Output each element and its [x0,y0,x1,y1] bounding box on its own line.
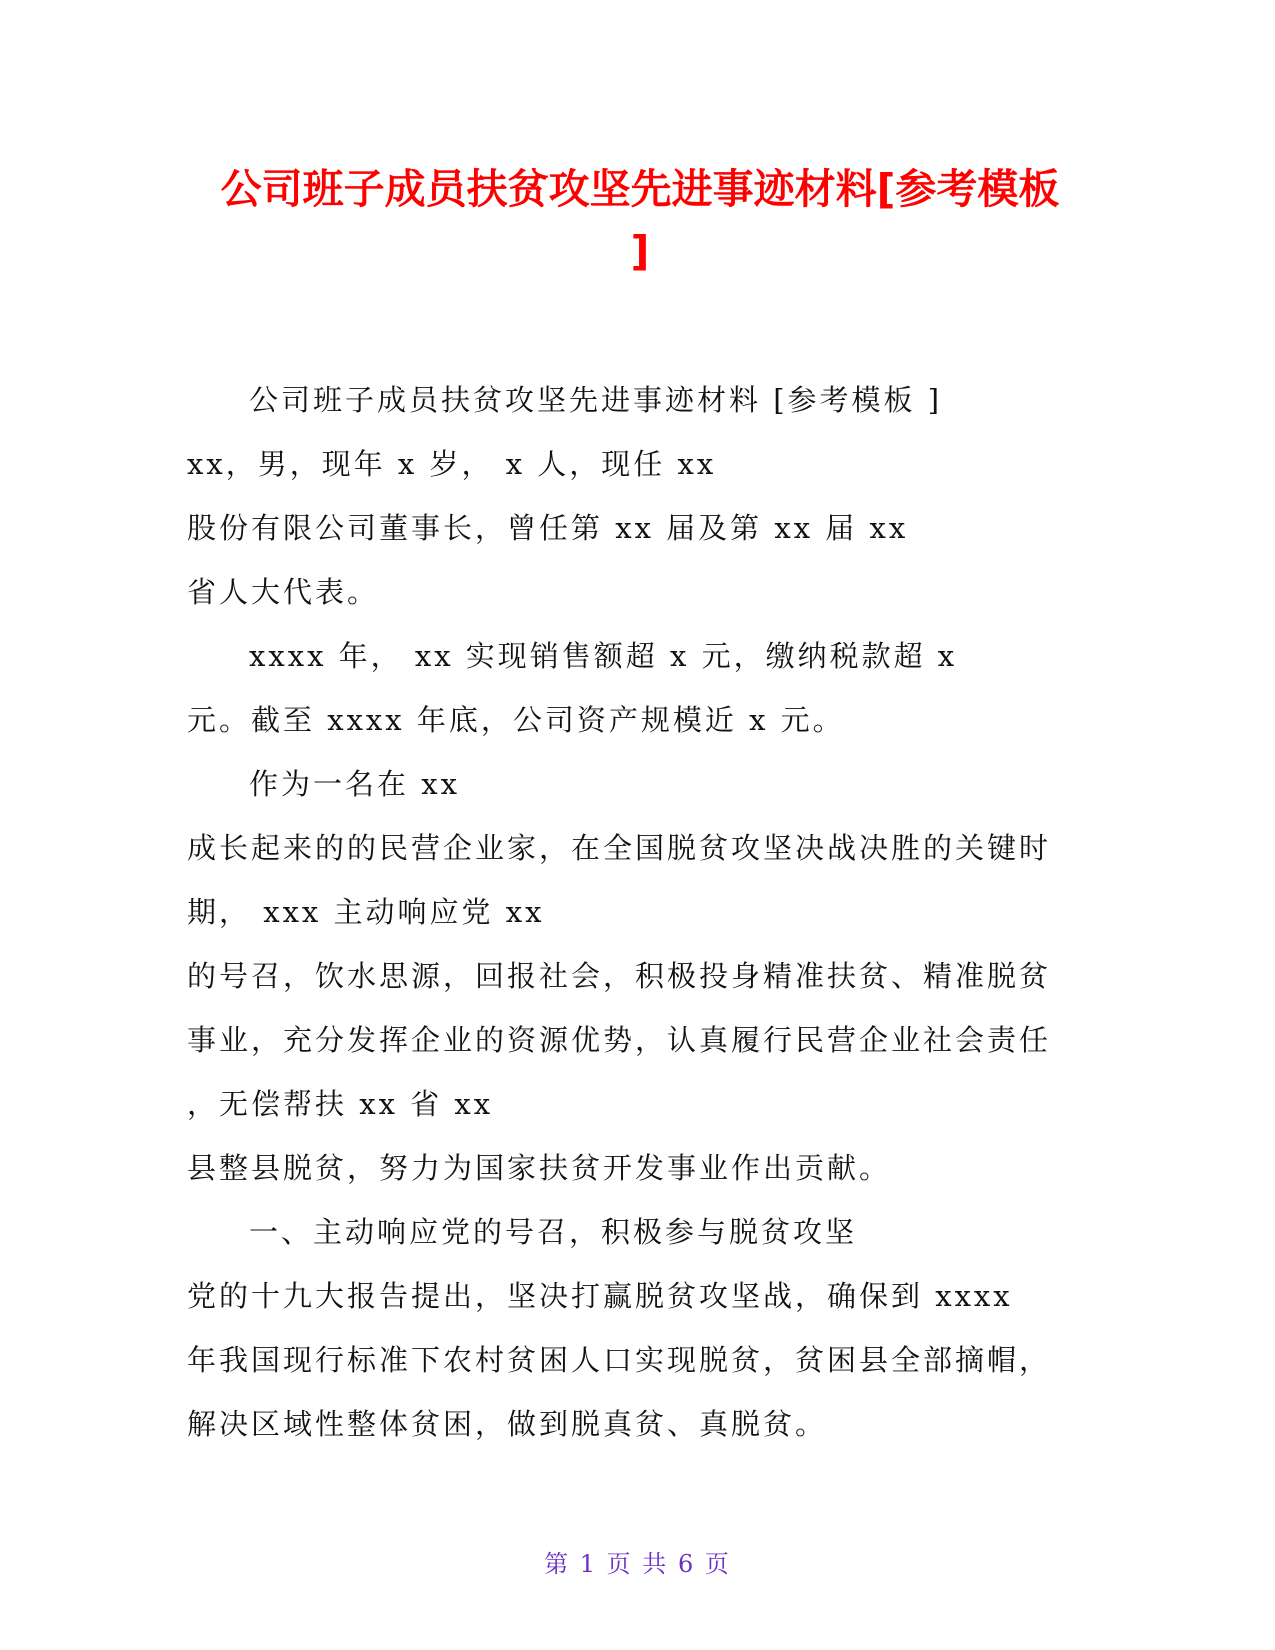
section-heading: 一、主动响应党的号召，积极参与脱贫攻坚 [249,1215,858,1249]
body-line: 期， xxx 主动响应党 xx [187,895,545,929]
page-number-footer: 第 1 页 共 6 页 [544,1550,731,1578]
body-line: 作为一名在 xx [249,767,460,801]
body-line: xx，男，现年 x 岁， x 人，现任 xx [187,447,717,481]
body-line: 元。截至 xxxx 年底，公司资产规模近 x 元。 [187,703,845,737]
body-line: 股份有限公司董事长，曾任第 xx 届及第 xx 届 xx [187,511,909,545]
body-line: 年我国现行标准下农村贫困人口实现脱贫，贫困县全部摘帽， [187,1343,1052,1377]
body-line: 解决区域性整体贫困，做到脱真贫、真脱贫。 [187,1407,828,1441]
body-line: 公司班子成员扶贫攻坚先进事迹材料 [参考模板 ] [249,383,943,417]
document-title [180,158,1100,282]
body-line: 事业，充分发挥企业的资源优势，认真履行民营企业社会责任 [187,1023,1052,1057]
body-line: xxxx 年， xx 实现销售额超 x 元，缴纳税款超 x [249,639,958,673]
title-line-2: ] [630,227,650,275]
body-line: 成长起来的的民营企业家，在全国脱贫攻坚决战决胜的关键时 [187,831,1052,865]
body-line: ，无偿帮扶 xx 省 xx [187,1087,494,1121]
body-line: 的号召，饮水思源，回报社会，积极投身精准扶贫、精准脱贫 [187,959,1052,993]
body-line: 省人大代表。 [187,575,380,609]
body-line: 党的十九大报告提出，坚决打赢脱贫攻坚战，确保到 xxxx [187,1279,1013,1313]
body-line: 县整县脱贫，努力为国家扶贫开发事业作出贡献。 [187,1151,892,1185]
title-line-1: 公司班子成员扶贫攻坚先进事迹材料[参考模板 [220,165,1060,213]
document-body [187,368,1087,1456]
